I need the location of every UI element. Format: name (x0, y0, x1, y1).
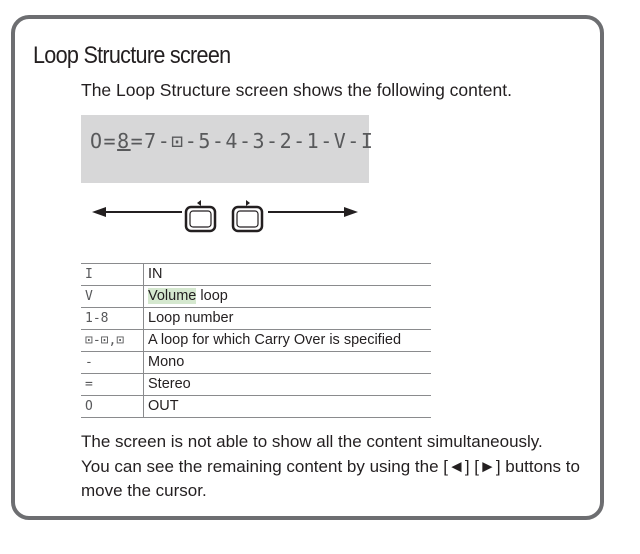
legend-description: Stereo (144, 374, 432, 396)
lcd-screen (81, 115, 375, 183)
legend-row (81, 286, 431, 308)
right-arrow-icon (268, 207, 358, 217)
legend-symbol: V (81, 286, 144, 308)
legend-description: Loop number (144, 308, 432, 330)
legend-description: A loop for which Carry Over is specified (144, 330, 432, 352)
left-triangle-icon (197, 200, 201, 206)
legend-symbol: - (81, 352, 144, 374)
legend-symbol: O (81, 396, 144, 418)
legend-table (81, 263, 431, 418)
legend-row (81, 330, 431, 352)
legend-description (144, 286, 432, 308)
legend-row (81, 308, 431, 330)
legend-symbol: I (81, 264, 144, 286)
right-triangle-icon (246, 200, 250, 206)
legend-symbol: 1-8 (81, 308, 144, 330)
legend-description: Mono (144, 352, 432, 374)
left-arrow-icon (92, 207, 182, 217)
left-cursor-button[interactable] (186, 200, 215, 231)
cursor-navigation (90, 195, 360, 235)
legend-description: OUT (144, 396, 432, 418)
section-title: Loop Structure screen (33, 42, 231, 69)
legend-row (81, 374, 431, 396)
legend-symbol: ⊡-⊡,⊡ (81, 330, 144, 352)
highlighted-term: Volume (148, 288, 197, 304)
right-cursor-button[interactable] (233, 200, 262, 231)
lcd-text-before-cursor: O= (90, 129, 118, 153)
legend-symbol: = (81, 374, 144, 396)
lcd-text-after-cursor: =7-⊡-5-4-3-2-1-V-I (130, 129, 375, 153)
cursor-navigation-diagram (90, 195, 360, 235)
intro-text: The Loop Structure screen shows the following content. (81, 80, 512, 100)
legend-description: IN (144, 264, 432, 286)
note-paragraph-1: The screen is not able to show all the content simultaneously. (81, 432, 543, 451)
legend-row (81, 396, 431, 418)
lcd-cursor: 8 (117, 129, 131, 153)
lcd-display-text (90, 129, 374, 153)
legend-row (81, 264, 431, 286)
legend-description-rest: loop (196, 288, 228, 304)
legend-row (81, 352, 431, 374)
note-paragraph-2: You can see the remaining content by using the [◄] [►] buttons to move the cursor. (81, 457, 580, 500)
